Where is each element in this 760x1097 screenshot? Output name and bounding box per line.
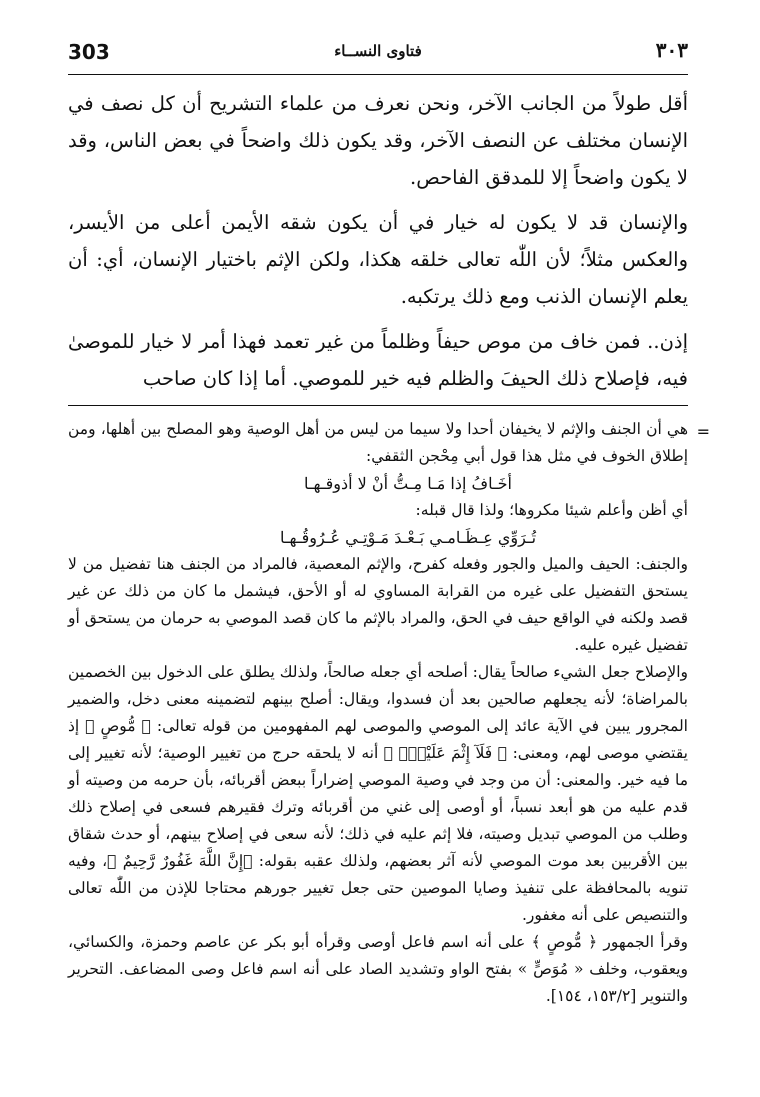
footnotes <box>67 416 710 1010</box>
running-title: فتاوى النســاء <box>334 42 422 60</box>
page-number-arabic: ٣٠٣ <box>655 38 688 62</box>
footnote-paragraph: والإصلاح جعل الشيء صالحاً يقال: أصلحه أي جعله صالحاً، ولذلك يطلق على الدخول بين الخصمين بالمراضاة؛ لأنه يجعلهم صالحين بعد أن فسدوا، ويقال: أصلح بينهم لتضمينه معنى دخل، والضمير المجرور يبين في الآية عائد إلى الموصي والموصى لهم المفهومين من قوله تعالى: ﴿ مُّوصٍ ﴾ إذ يقتضي موصى لهم، ومعنى: ﴿ فَلَآ إِثْمَ عَلَيْهِۚ ﴾ أنه لا يلحقه حرج من تغيير الوصية؛ لأنه تغيير إلى ما فيه خير. والمعنى: أن من وجد في وصية الموصي إضراراً ببعض أقربائه، بأن حرمه من وصيته أو قدم عليه من هو أبعد نسباً، أو أوصى إلى غني من أقربائه وترك فقيرهم فسعى في إصلاح ذلك وطلب من الموصي تبديل وصيته، فلا إثم عليه في ذلك؛ لأنه سعى في إصلاح بينهم، أو حدث شقاق بين الأقربين بعد موت الموصي لأنه آثر بعضهم، ولذلك عقبه بقوله: ﴿إِنَّ اللَّهَ غَفُورٌ رَّحِيمٌ ﴾، وفيه تنويه بالمحافظة على تنفيذ وصايا الموصين حتى جعل تغيير جورهم محتاجا للإذن من اللّٰه تعالى والتنصيص على أنه مغفور. <box>67 663 688 924</box>
main-paragraph: أقل طولاً من الجانب الآخر، ونحن نعرف من علماء التشريح أن كل نصف في الإنسان مختلف عن النصف الآخر، وقد يكون ذلك واضحاً في بعض الناس، وقد لا يكون واضحاً إلا للمدقق الفاحص. <box>68 92 688 189</box>
footnote-separator <box>68 405 688 406</box>
continuation-marker: = <box>696 422 710 441</box>
main-paragraph: إذن.. فمن خاف من موص حيفاً وظلماً من غير تعمد فهذا أمر لا خيار للموصىٰ فيه، فإصلاح ذلك الحيفَ والظلم فيه خير للموصي. أما إذا كان صاحب <box>68 330 688 390</box>
main-paragraph: والإنسان قد لا يكون له خيار في أن يكون شقه الأيمن أعلى من الأيسر، والعكس مثلاً؛ لأن اللّٰه تعالى خلقه هكذا، ولكن الإثم باختيار الإنسان، أي: أن يعلم الإنسان الذنب ومع ذلك يرتكبه. <box>68 211 688 308</box>
page-header <box>68 34 688 75</box>
footnote-paragraph: وقرأ الجمهور ﴿ مُّوصٍ ﴾ على أنه اسم فاعل أوصى وقرأه أبو بكر عن عاصم وحمزة، والكسائي، ويعقوب، وخلف « مُوَصٍّ » بفتح الواو وتشديد الصاد على أنه اسم فاعل وصى المضاعف. التحرير والتنوير [١٥٣/٢، ١٥٤]. <box>68 933 688 1005</box>
page-number-latin: 303 <box>68 40 110 64</box>
document-page <box>67 34 710 1074</box>
poetry-verse: أخَـافُ إذا مَـا مِـتُّ أنْ لا أذوقـهـا <box>303 474 512 493</box>
main-text <box>68 85 688 397</box>
poetry-verse: تُـرَوِّي عِـظَـامـي بَـعْـدَ مَـوْتِـي عُـرُوقُـهـا <box>279 528 537 547</box>
footnote-paragraph: أي أظن وأعلم شيئا مكروها؛ ولذا قال قبله: <box>415 501 688 519</box>
footnote-paragraph: والجنف: الحيف والميل والجور وفعله كفرح، والإثم المعصية، فالمراد من الجنف هنا تفضيل من لا يستحق التفضيل على غيره من القرابة المساوي له أو الأحق، فيشمل ما كان من ذلك عن غير قصد ولكنه في الواقع حيف في الحق، والمراد بالإثم ما كان قصد الموصي به حرمان من يستحق أو تفضيل غيره عليه. <box>68 555 688 654</box>
footnote-paragraph: هي أن الجنف والإثم لا يخيفان أحدا ولا سيما من ليس من أهل الوصية وهو المصلح بين أهلها، ومن إطلاق الخوف في مثل هذا قول أبي مِحْجن الثقفي: <box>68 420 688 465</box>
